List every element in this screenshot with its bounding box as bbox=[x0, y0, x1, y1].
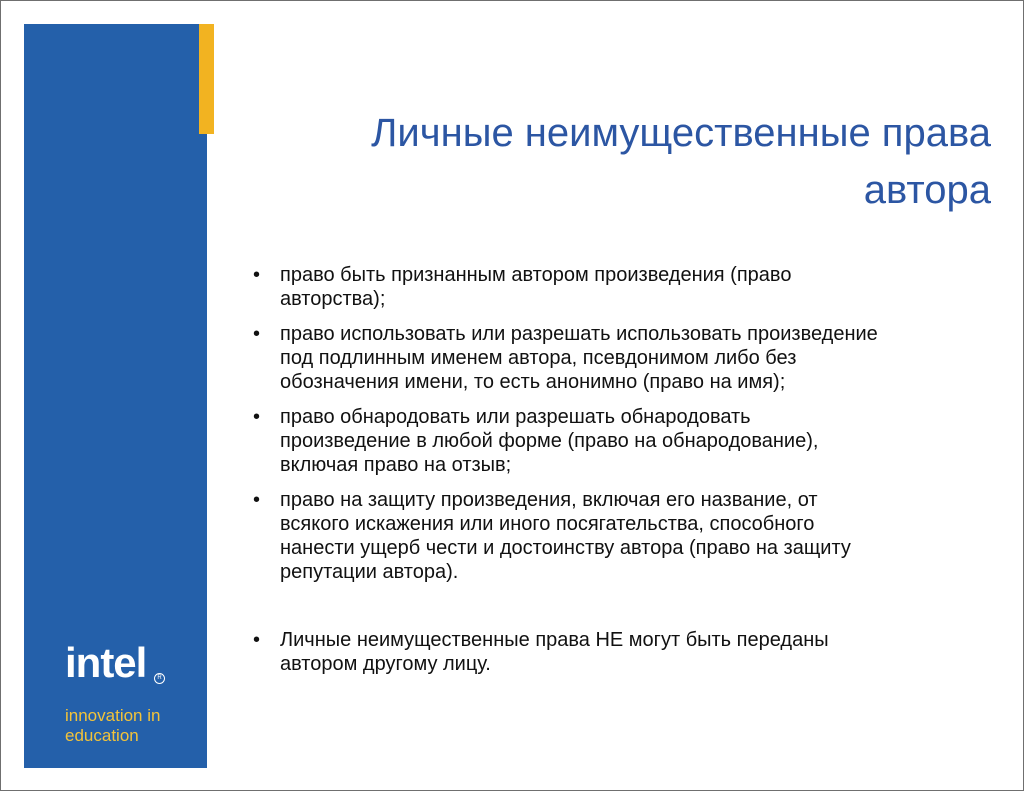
bullet-list bbox=[253, 263, 993, 687]
bullet-line: Личные неимущественные права НЕ могут быть переданы bbox=[280, 629, 829, 651]
bullet-line: включая право на отзыв; bbox=[280, 454, 512, 476]
bullet-line: авторства); bbox=[280, 288, 386, 310]
slide-title-line2: автора bbox=[863, 168, 991, 212]
bullet-icon: • bbox=[253, 489, 261, 511]
bullet-line: под подлинным именем автора, псевдонимом либо без bbox=[280, 347, 797, 369]
bullet-icon: • bbox=[253, 406, 261, 428]
registered-mark-icon: R bbox=[154, 673, 165, 684]
logo-tagline-line2: education bbox=[65, 726, 139, 745]
bullet-line: нанести ущерб чести и достоинству автора (право на защиту bbox=[280, 537, 851, 559]
intel-wordmark: intel bbox=[65, 639, 147, 686]
slide-title-line1: Личные неимущественные права bbox=[371, 111, 991, 155]
bullet-line: право использовать или разрешать использовать произведение bbox=[280, 323, 878, 345]
slide-title bbox=[251, 105, 991, 219]
bullet-icon: • bbox=[253, 323, 261, 345]
bullet-line: обозначения имени, то есть анонимно (право на имя); bbox=[280, 371, 786, 393]
bullet-item bbox=[253, 405, 993, 477]
bullet-icon: • bbox=[253, 264, 261, 286]
bullet-line: всякого искажения или иного посягательства, способного bbox=[280, 513, 815, 535]
bullet-line: право обнародовать или разрешать обнародовать bbox=[280, 406, 751, 428]
bullet-item bbox=[253, 488, 993, 584]
bullet-icon: • bbox=[253, 629, 261, 651]
bullet-item-note bbox=[253, 628, 993, 676]
logo-tagline-line1: innovation in bbox=[65, 706, 161, 725]
bullet-line: автором другому лицу. bbox=[280, 653, 491, 675]
accent-bar bbox=[199, 24, 214, 134]
bullet-line: произведение в любой форме (право на обнародование), bbox=[280, 430, 819, 452]
bullet-item bbox=[253, 263, 993, 311]
bullet-line: право быть признанным автором произведения (право bbox=[280, 264, 792, 286]
logo-tagline bbox=[65, 706, 160, 746]
bullet-line: право на защиту произведения, включая его название, от bbox=[280, 489, 818, 511]
bullet-line: репутации автора). bbox=[280, 561, 459, 583]
bullet-item bbox=[253, 322, 993, 394]
intel-logo bbox=[65, 641, 195, 685]
